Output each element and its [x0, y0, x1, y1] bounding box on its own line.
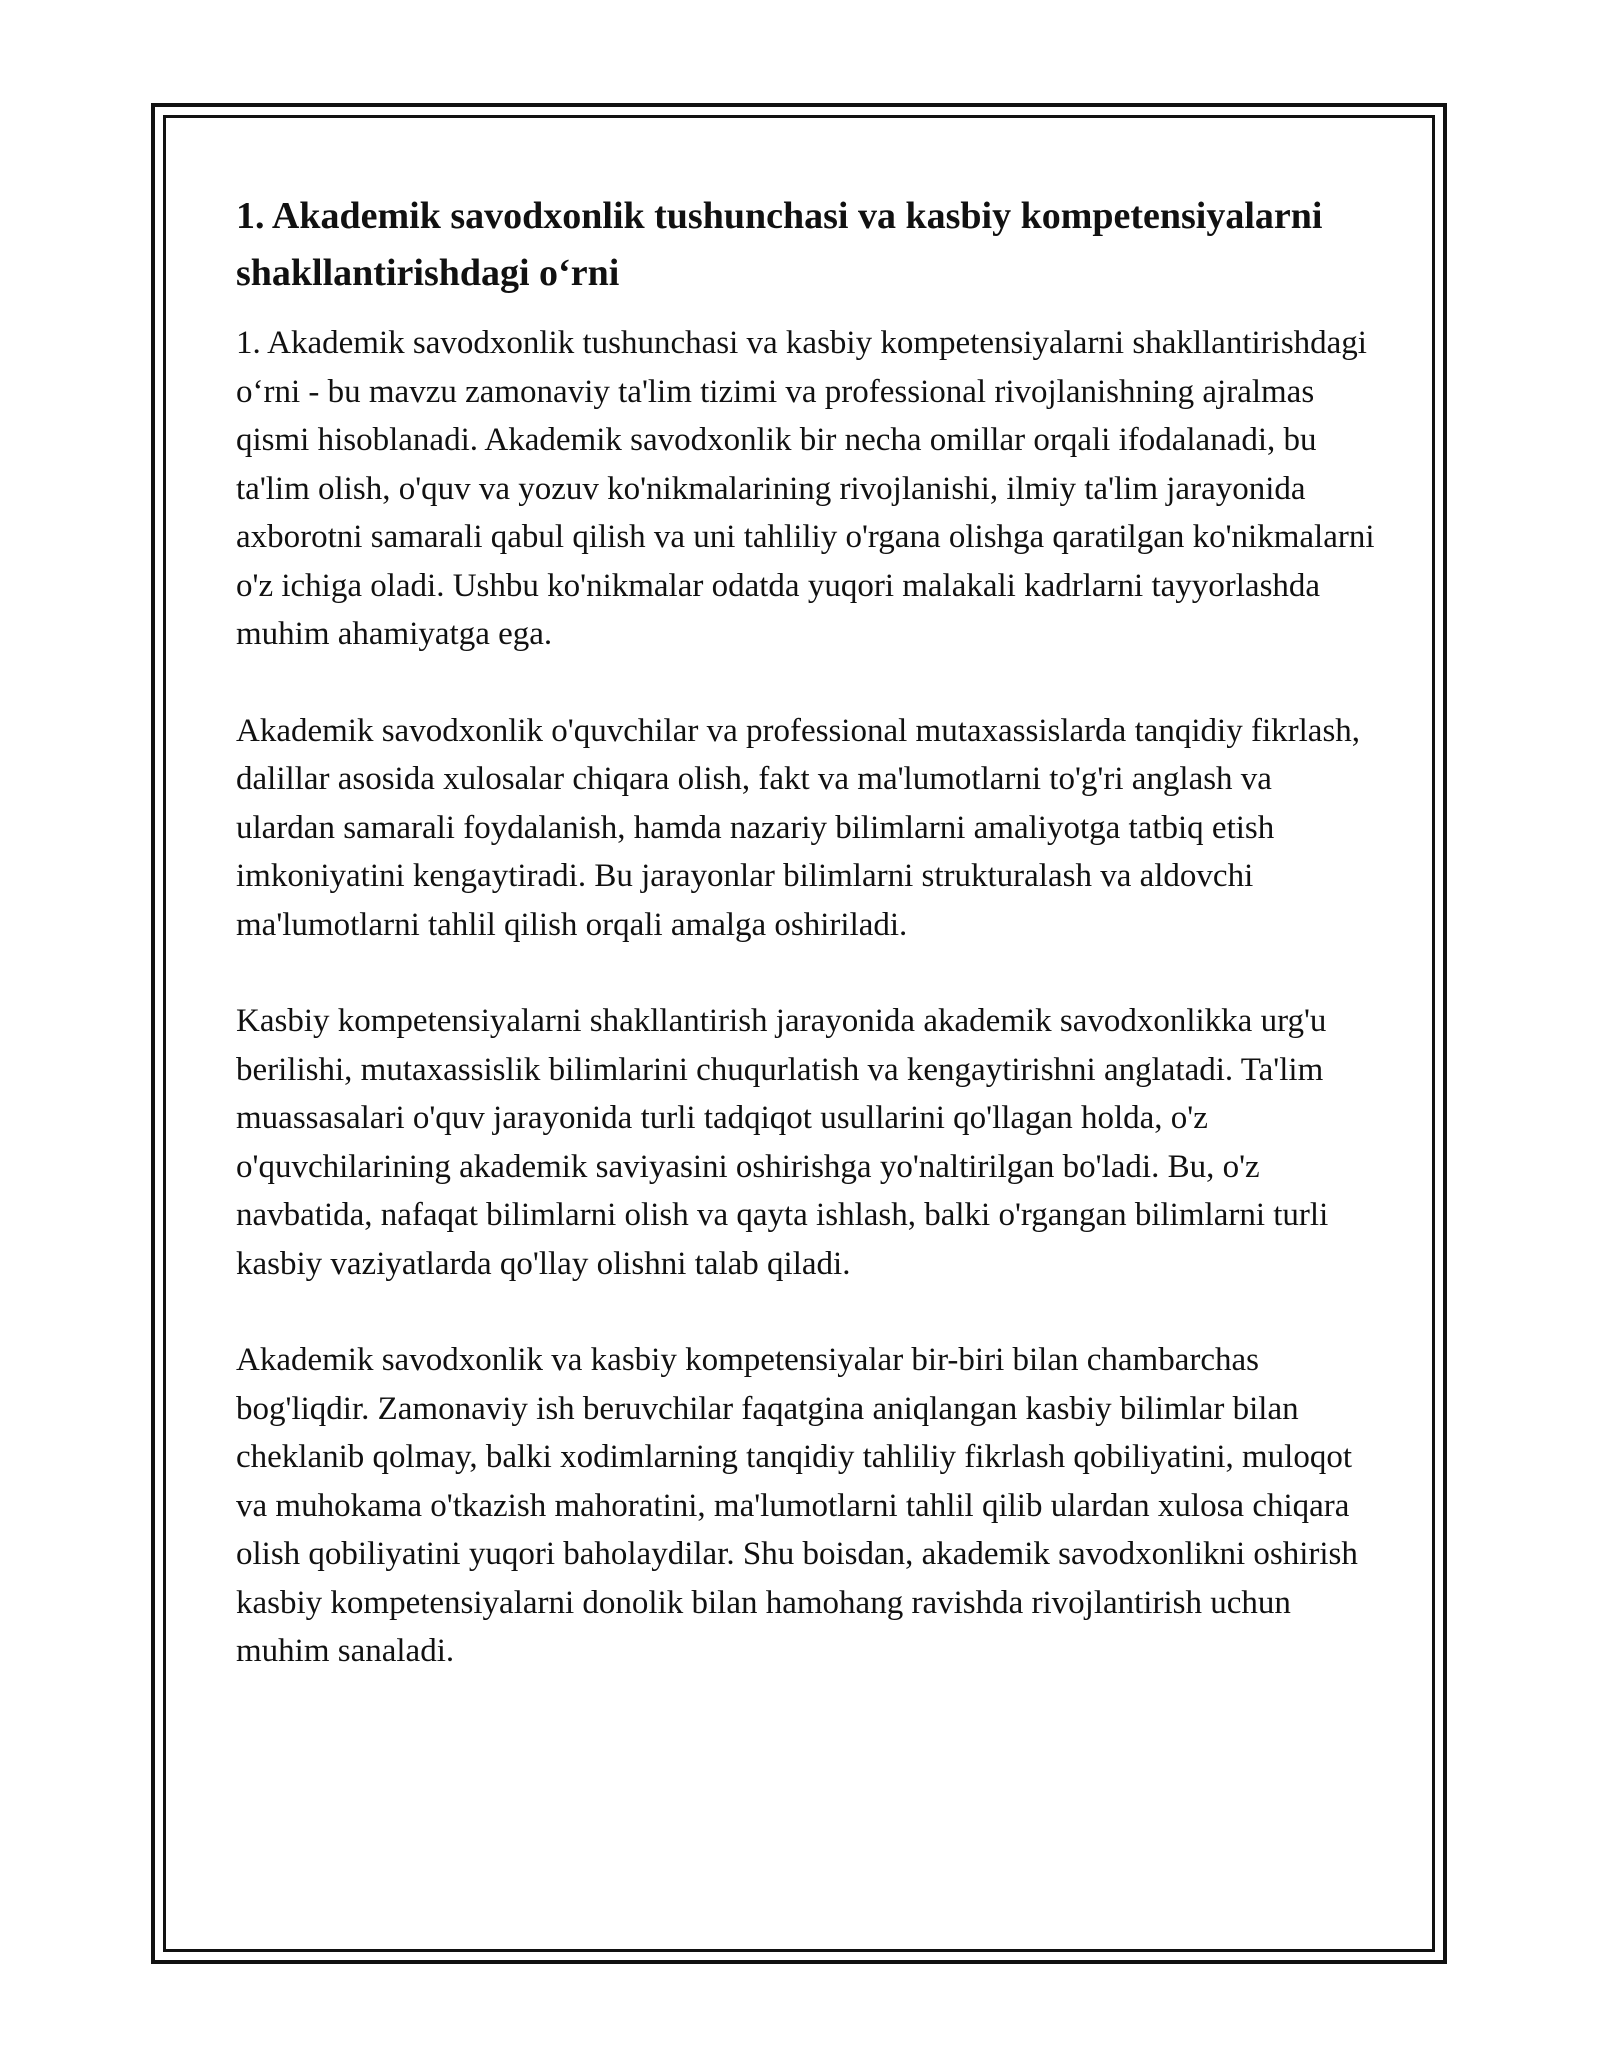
section-title: 1. Akademik savodxonlik tushunchasi va kasbiy kompetensiyalarni shakllantirishdagi o‘rni	[236, 195, 1323, 294]
paragraph-3: Kasbiy kompetensiyalarni shakllantirish jarayonida akademik savodxonlikka urg'u berilishi, mutaxassislik bilimlarini chuqurlatish va kengaytirishni anglatadi. Ta'lim muassasalari o'quv jarayonida turli tadqiqot usullarini qo'llagan holda, o'z o'quvchilarining akademik saviyasini oshirishga yo'naltirilgan bo'ladi. Bu, o'z navbatida, nafaqat bilimlarni olish va qayta ishlash, balki o'rgangan bilimlarni turli kasbiy vaziyatlarda qo'llay olishni talab qiladi.	[236, 1003, 1329, 1282]
paragraph-2: Akademik savodxonlik o'quvchilar va professional mutaxassislarda tanqidiy fikrlash, dalillar asosida xulosalar chiqara olish, fakt va ma'lumotlarni to'g'ri anglash va ulardan samarali foydalanish, hamda nazariy bilimlarni amaliyotga tatbiq etish imkoniyatini kengaytiradi. Bu jarayonlar bilimlarni strukturalash va aldovchi ma'lumotlarni tahlil qilish orqali amalga oshiriladi.	[236, 712, 1361, 943]
paragraph-1: 1. Akademik savodxonlik tushunchasi va kasbiy kompetensiyalarni shakllantirishdagi o‘rni - bu mavzu zamonaviy ta'lim tizimi va professional rivojlanishning ajralmas qismi hisoblanadi. Akademik savodxonlik bir necha omillar orqali ifodalanadi, bu ta'lim olish, o'quv va yozuv ko'nikmalarining rivojlanishi, ilmiy ta'lim jarayonida axborotni samarali qabul qilish va uni tahliliy o'rgana olishga qaratilgan ko'nikmalarni o'z ichiga oladi. Ushbu ko'nikmalar odatda yuqori malakali kadrlarni tayyorlashda muhim ahamiyatga ega.	[236, 325, 1375, 652]
paragraph-4: Akademik savodxonlik va kasbiy kompetensiyalar bir-biri bilan chambarchas bog'liqdir. Zamonaviy ish beruvchilar faqatgina aniqlangan kasbiy bilimlar bilan cheklanib qolmay, balki xodimlarning tanqidiy tahliliy fikrlash qobiliyatini, muloqot va muhokama o'tkazish mahoratini, ma'lumotlarni tahlil qilib ulardan xulosa chiqara olish qobiliyatini yuqori baholaydilar. Shu boisdan, akademik savodxonlikni oshirish kasbiy kompetensiyalarni donolik bilan hamohang ravishda rivojlantirish uchun muhim sanaladi.	[236, 1342, 1358, 1669]
document-body	[236, 188, 1376, 1724]
